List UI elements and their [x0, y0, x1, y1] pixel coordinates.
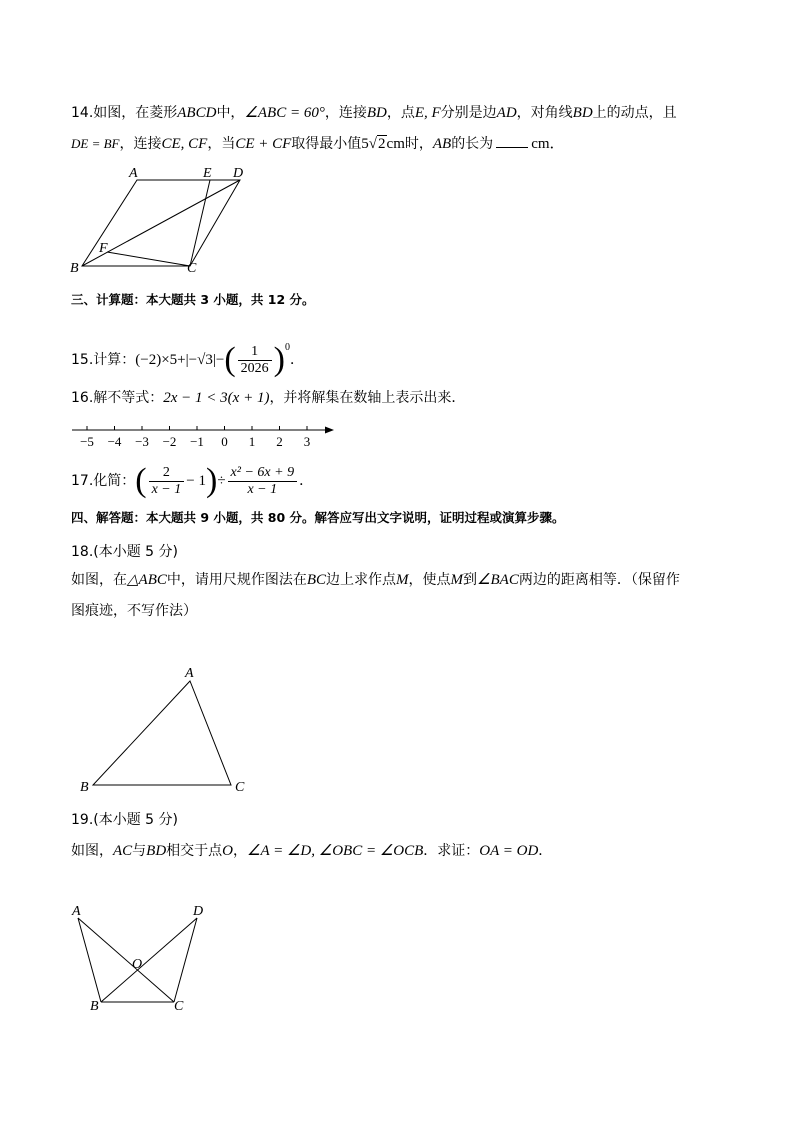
- q15-line: 15.计算：(−2)×5+|−√3|−( $\frac{1}{2026}$ )$^0$．: [71, 341, 304, 378]
- section-4-heading: 四、解答题：本大题共 9 小题，共 80 分。解答应写出文字说明，证明过程或演算步骤。: [71, 510, 565, 525]
- q18-line2: 图痕迹，不写作法）: [71, 603, 197, 619]
- label-c: C: [187, 261, 197, 276]
- q16-suffix: ，并将解集在数轴上表示出来．: [269, 390, 466, 406]
- label-c: C: [235, 780, 245, 795]
- q14-text: 时，: [404, 136, 433, 152]
- q17-number: 17.: [71, 473, 94, 489]
- q19-text: 与: [132, 843, 147, 859]
- q14-text: 取得最小值: [291, 136, 362, 152]
- q14-rhombus: ABCD: [177, 105, 217, 121]
- q14-angle: ∠ABC = 60°: [244, 105, 325, 121]
- q17-divide: ÷: [217, 473, 226, 489]
- q14-text: 分别是边: [440, 105, 497, 121]
- q14-text: 上的动点，且: [592, 105, 677, 121]
- q15-frac-num: 1: [238, 344, 272, 361]
- label-b: B: [70, 261, 79, 276]
- q19-condition: ∠A = ∠D, ∠OBC = ∠OCB: [247, 843, 424, 859]
- q17-minus-one: − 1: [186, 473, 206, 489]
- q14-text: 的长为: [451, 136, 494, 152]
- q18-text: 到: [463, 572, 478, 588]
- q19-text: 如图，: [71, 843, 113, 859]
- q14-ab: AB: [432, 136, 452, 152]
- q18-bc: BC: [306, 572, 327, 588]
- q16-prefix: 解不等式：: [93, 390, 164, 406]
- q18-m: M: [450, 572, 464, 588]
- number-line-tick-label: 2: [276, 434, 283, 449]
- q17-f1-den: x − 1: [151, 481, 182, 497]
- q14-condition: DE = BF: [71, 136, 120, 151]
- q16-number: 16.: [71, 390, 94, 406]
- q14-cecf: CE, CF: [161, 136, 208, 152]
- segment-db: [101, 918, 197, 1002]
- q14-bd: BD: [366, 105, 387, 121]
- q19-text: 相交于点: [166, 843, 223, 859]
- q14-line2: DE = BF，连接CE, CF，当CE + CF取得最小值5√2cm时，AB的长为 cm．: [71, 136, 565, 152]
- q15-exponent: 0: [285, 342, 290, 353]
- label-c: C: [174, 999, 184, 1014]
- q14-bd: BD: [572, 105, 593, 121]
- label-a: A: [185, 666, 194, 681]
- number-line-tick-label: −4: [107, 434, 122, 449]
- q14-text: ，当: [207, 136, 236, 152]
- q15-number: 15.: [71, 352, 94, 368]
- q14-sum: CE + CF: [235, 136, 292, 152]
- q14-min-coef: 5: [361, 136, 369, 152]
- label-d: D: [233, 166, 244, 181]
- q16-inequality: 2x − 1 < 3(x + 1): [163, 390, 270, 406]
- q14-text: ，对角线: [516, 105, 573, 121]
- number-line-tick-label: −1: [190, 434, 204, 449]
- q15-part1: (−2)×5+: [135, 352, 186, 368]
- section-3-heading: 三、计算题：本大题共 3 小题，共 12 分。: [71, 292, 315, 307]
- segment-ab: [78, 918, 101, 1002]
- q19-header: 19.(本小题 5 分): [71, 812, 178, 828]
- q14-text: 如图，在菱形: [93, 105, 178, 121]
- number-line-tick-label: 0: [221, 434, 228, 449]
- label-a: A: [72, 904, 81, 919]
- q14-number: 14.: [71, 105, 94, 121]
- q17-f2-num: x² − 6x + 9: [228, 465, 298, 482]
- label-d: D: [193, 904, 204, 919]
- q19-goal: OA = OD: [479, 843, 539, 859]
- q15-abs-value: −√3: [188, 352, 213, 368]
- number-line-tick-label: −2: [162, 434, 177, 449]
- q19-ac: AC: [113, 843, 133, 859]
- q15-prefix: 计算：: [93, 352, 136, 368]
- q18-text: 边上求作点: [326, 572, 397, 588]
- label-e: E: [203, 166, 212, 181]
- label-a: A: [129, 166, 138, 181]
- number-line-tick-label: −3: [135, 434, 149, 449]
- q14-ad: AD: [496, 105, 517, 121]
- number-line-tick-label: 3: [303, 434, 311, 449]
- segment-ac: [78, 918, 174, 1002]
- q17-line: 17.化简：( $\frac{2}{x - 1}$ − 1)÷ $\frac{\text{x² − 6x + 9}}{x - 1}$ ．: [71, 462, 314, 499]
- label-o: O: [132, 957, 143, 972]
- q14-text: 中，: [216, 105, 245, 121]
- q19-text: ，: [233, 843, 248, 859]
- q19-bd: BD: [146, 843, 167, 859]
- q14-min-radicand: 2: [378, 136, 386, 152]
- segment-dc: [174, 918, 197, 1002]
- q18-text: 中，请用尺规作图法在: [166, 572, 307, 588]
- number-line-tick-label: −5: [80, 434, 94, 449]
- q14-text: cm．: [531, 136, 565, 152]
- q18-text: 两边的距离相等．（保留作: [518, 572, 680, 588]
- q14-text: ，连接: [119, 136, 162, 152]
- q18-triangle: △ABC: [127, 572, 167, 588]
- q17-end: ．: [299, 473, 314, 489]
- q18-header: 18.(本小题 5 分): [71, 544, 178, 560]
- q17-f1-num: 2: [149, 465, 185, 482]
- q15-frac-den: 2026: [240, 360, 269, 376]
- label-b: B: [80, 780, 89, 795]
- label-b: B: [90, 999, 99, 1014]
- q18-angle: ∠BAC: [477, 572, 519, 588]
- q14-unit: cm: [386, 136, 405, 152]
- q15-minus: −: [215, 352, 225, 368]
- q17-prefix: 化简：: [93, 473, 136, 489]
- q14-text: ，连接: [324, 105, 367, 121]
- q19-text: ．: [538, 843, 553, 859]
- label-f: F: [99, 241, 108, 256]
- q18-text: ，使点: [408, 572, 451, 588]
- q19-o: O: [222, 843, 234, 859]
- q18-text: 如图，在: [71, 572, 127, 588]
- q17-f2-den: x − 1: [247, 481, 278, 497]
- q19-text: ．求证：: [423, 843, 480, 859]
- q14-text: ，点: [386, 105, 415, 121]
- q18-m: M: [396, 572, 409, 588]
- q14-ef: E, F: [414, 105, 441, 121]
- number-line-tick-label: 1: [248, 434, 256, 449]
- q15-end: ．: [290, 352, 304, 368]
